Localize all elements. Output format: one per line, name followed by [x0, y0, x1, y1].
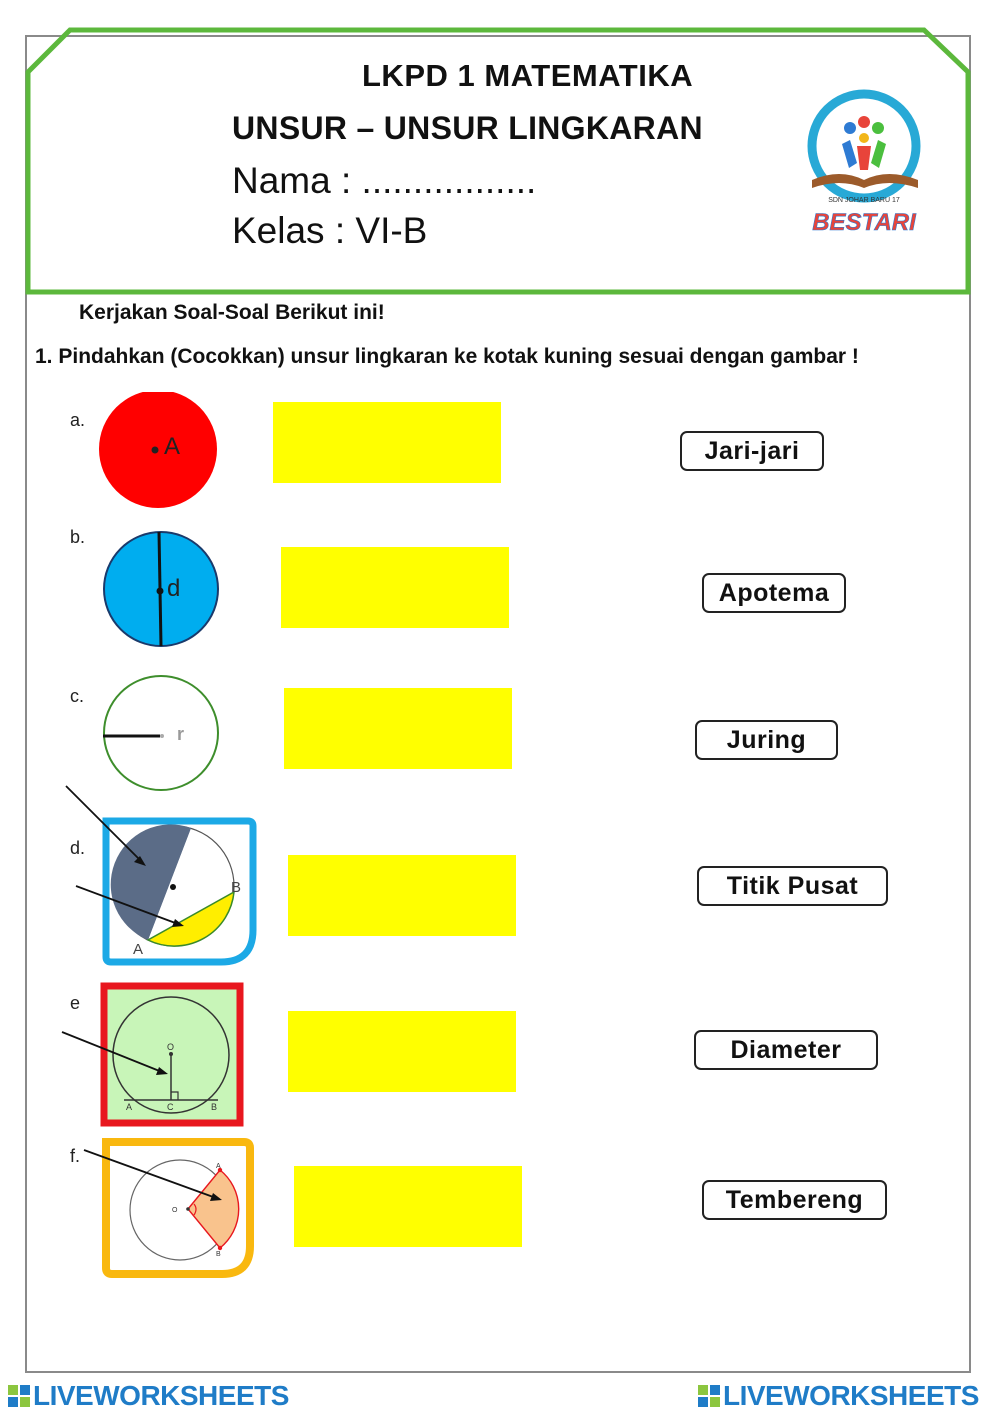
svg-text:B: B: [216, 1251, 221, 1258]
option-tembereng[interactable]: Tembereng: [702, 1180, 887, 1220]
figure-segment-sector: [60, 780, 260, 970]
figure-center-point: [96, 392, 222, 508]
footer-brand-text: LIVEWORKSHEETS: [33, 1380, 289, 1411]
svg-text:A: A: [133, 941, 144, 958]
svg-text:B: B: [231, 879, 242, 896]
item-letter-e: e: [70, 993, 81, 1013]
worksheet-title: LKPD 1 MATEMATIKA: [362, 58, 694, 93]
item-letter-a: a.: [70, 410, 86, 430]
figure-diameter: [100, 528, 224, 652]
svg-text:C: C: [167, 1102, 174, 1112]
svg-text:O: O: [172, 1207, 178, 1214]
brand-grid-icon: [8, 1385, 30, 1407]
drop-box-b[interactable]: [281, 547, 509, 628]
name-field: Nama : .................: [232, 160, 537, 201]
school-logo: [802, 88, 932, 238]
figure-apothem: [58, 982, 248, 1130]
option-titik-pusat[interactable]: Titik Pusat: [697, 866, 888, 906]
class-field: Kelas : VI-B: [232, 210, 428, 251]
option-diameter[interactable]: Diameter: [694, 1030, 878, 1070]
option-juring[interactable]: Juring: [695, 720, 838, 760]
svg-text:d: d: [167, 575, 181, 602]
item-letter-f: f.: [70, 1146, 81, 1166]
option-jari-jari[interactable]: Jari-jari: [680, 431, 824, 471]
item-letter-b: b.: [70, 527, 86, 547]
footer-brand-right: [698, 1380, 979, 1412]
drop-box-c[interactable]: [284, 688, 512, 769]
question-text: 1. Pindahkan (Cocokkan) unsur lingkaran ke kotak kuning sesuai dengan gambar !: [35, 345, 859, 368]
svg-text:A: A: [164, 433, 181, 460]
instruction-text: Kerjakan Soal-Soal Berikut ini!: [79, 301, 385, 324]
svg-text:O: O: [167, 1042, 175, 1052]
figure-radius: [98, 674, 224, 792]
svg-text:A: A: [216, 1163, 221, 1170]
item-letter-d: d.: [70, 838, 86, 858]
logo-subtext: SDN JOHAR BARU 17: [828, 197, 900, 204]
drop-box-f[interactable]: [294, 1166, 522, 1247]
drop-box-e[interactable]: [288, 1011, 516, 1092]
logo-text: BESTARI: [812, 209, 916, 236]
drop-box-d[interactable]: [288, 855, 516, 936]
brand-grid-icon: [698, 1385, 720, 1407]
figure-sector: [70, 1136, 260, 1282]
drop-box-a[interactable]: [273, 402, 501, 483]
item-letter-c: c.: [70, 686, 85, 706]
svg-text:B: B: [211, 1102, 218, 1112]
svg-text:r: r: [177, 724, 185, 744]
footer-brand-text: LIVEWORKSHEETS: [723, 1380, 979, 1411]
option-apotema[interactable]: Apotema: [702, 573, 846, 613]
worksheet-subtitle: UNSUR – UNSUR LINGKARAN: [232, 110, 703, 146]
svg-text:A: A: [126, 1102, 133, 1112]
footer-brand-left: [8, 1380, 289, 1412]
